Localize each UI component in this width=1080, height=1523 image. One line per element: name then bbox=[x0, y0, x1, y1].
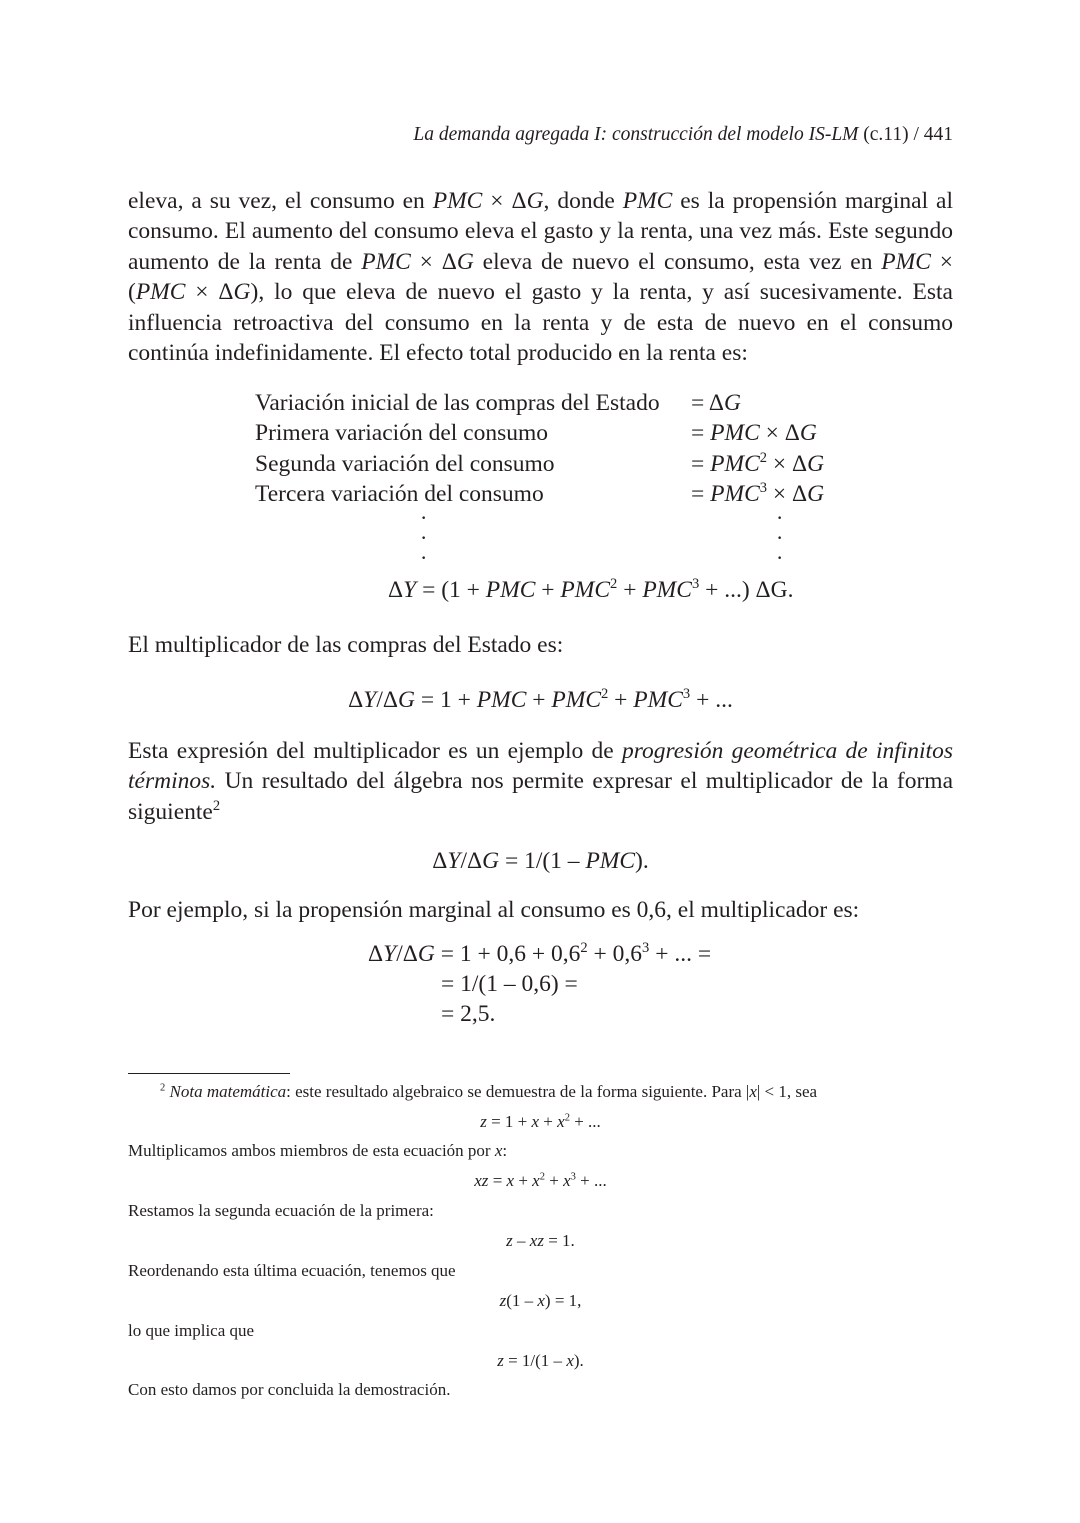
row-value bbox=[691, 479, 824, 509]
text-run: × Δ bbox=[410, 248, 457, 275]
superscript: 3 bbox=[682, 685, 691, 702]
italic-text: Y bbox=[383, 941, 397, 967]
italic-text: G bbox=[482, 848, 500, 874]
text-run: Δ bbox=[432, 848, 448, 874]
footnote-text: Reordenando esta última ecuación, tenemos que bbox=[128, 1261, 456, 1280]
text-run: /Δ bbox=[376, 687, 399, 713]
multiplier-closed-form bbox=[128, 846, 953, 876]
superscript: 2 bbox=[601, 685, 609, 702]
total-equation bbox=[388, 575, 794, 605]
header-page: (c.11) / 441 bbox=[858, 124, 953, 145]
superscript: 3 bbox=[642, 939, 650, 956]
text-run: × Δ bbox=[767, 481, 808, 507]
row-label: Tercera variación del consumo bbox=[255, 481, 544, 507]
italic-text: x bbox=[566, 1351, 574, 1370]
text-run: + bbox=[544, 1171, 564, 1190]
superscript: 2 bbox=[212, 797, 221, 814]
superscript: 3 bbox=[570, 1171, 576, 1183]
italic-text: x bbox=[563, 1171, 571, 1190]
text-run: = 2,5. bbox=[441, 1001, 496, 1027]
italic-text: x bbox=[494, 1141, 503, 1160]
text-run: ). bbox=[573, 1351, 584, 1370]
text-run: + ... = bbox=[649, 941, 712, 967]
text-run: + bbox=[617, 577, 643, 603]
italic-text: PMC bbox=[432, 188, 483, 214]
text-run: ). bbox=[635, 848, 649, 874]
italic-text: x bbox=[557, 1112, 565, 1131]
italic-text: G bbox=[233, 279, 251, 306]
row-label: Segunda variación del consumo bbox=[255, 451, 555, 477]
italic-text: x bbox=[532, 1171, 540, 1190]
footnote-eq1 bbox=[128, 1112, 953, 1132]
text-run: = 1/(1 – bbox=[503, 1351, 567, 1370]
text-run: = (1 + bbox=[416, 577, 486, 603]
text-run: Multiplicamos ambos miembros de esta ecuación por bbox=[128, 1141, 495, 1160]
example-line-3 bbox=[441, 999, 495, 1029]
italic-text: PMC bbox=[551, 687, 601, 713]
text-run: = bbox=[691, 481, 711, 507]
text-run: × Δ bbox=[185, 279, 234, 306]
row-value bbox=[691, 449, 824, 479]
text-run: eleva, a su vez, el consumo en bbox=[128, 188, 433, 214]
text-run: , donde bbox=[543, 188, 623, 214]
text-run: = bbox=[488, 1171, 507, 1190]
footnote-intro bbox=[160, 1082, 955, 1102]
italic-text: x bbox=[749, 1082, 757, 1101]
footnote-eq3 bbox=[128, 1231, 953, 1251]
text-run: = 1 + bbox=[486, 1112, 532, 1131]
ellipsis-dot: · bbox=[776, 505, 784, 530]
row-label: Primera variación del consumo bbox=[255, 420, 549, 446]
italic-text: G bbox=[526, 188, 544, 214]
example-line-1 bbox=[368, 939, 711, 969]
text-run: = bbox=[691, 451, 711, 477]
text-run: ), lo que eleva de nuevo el gasto y la renta, y así sucesivamente. Esta influencia retroactiva del consumo en la renta y de esta de nuevo en el consumo continúa indefinidamente. El efecto total producido en la renta es: bbox=[128, 279, 953, 367]
superscript: 2 bbox=[759, 449, 768, 466]
table-row bbox=[255, 388, 855, 418]
text-run: Un resultado del álgebra nos permite expresar el multiplicador de la forma siguiente bbox=[128, 768, 953, 825]
text-run: + ... bbox=[569, 1112, 601, 1131]
text-run: × Δ bbox=[759, 420, 800, 446]
italic-text: progresión geométrica de infinitos términos. bbox=[128, 738, 953, 795]
text-run: × Δ bbox=[767, 451, 808, 477]
text-run: + bbox=[539, 1112, 558, 1131]
italic-text: G bbox=[807, 481, 825, 507]
footnote-rule bbox=[128, 1073, 290, 1074]
italic-text: Y bbox=[403, 577, 417, 603]
footnote-eq5 bbox=[128, 1351, 953, 1371]
header-title: La demanda agregada I: construcción del modelo IS-LM bbox=[413, 124, 859, 145]
italic-text: Nota matemática bbox=[169, 1082, 287, 1101]
superscript: 2 bbox=[564, 1112, 570, 1124]
text-run: | < 1, sea bbox=[756, 1082, 818, 1101]
italic-text: z bbox=[497, 1351, 504, 1370]
paragraph-1 bbox=[128, 186, 953, 368]
italic-text: G bbox=[807, 451, 825, 477]
italic-text: PMC bbox=[585, 848, 636, 874]
text-run: = 1 + bbox=[415, 687, 477, 713]
text-run: + ... bbox=[575, 1171, 607, 1190]
text-run: + bbox=[514, 1171, 533, 1190]
paragraph-3 bbox=[128, 736, 953, 827]
text-run: /Δ bbox=[396, 941, 418, 967]
text-run: + 0,6 bbox=[587, 941, 643, 967]
text-run: Esta expresión del multiplicador es un ejemplo de bbox=[128, 738, 622, 764]
table-row bbox=[255, 418, 855, 448]
text-run: Δ bbox=[368, 941, 384, 967]
text-run: × Δ bbox=[482, 188, 527, 214]
superscript: 2 bbox=[160, 1082, 166, 1094]
italic-text: x bbox=[531, 1112, 540, 1131]
running-header bbox=[413, 124, 953, 146]
text-run: = 1. bbox=[543, 1231, 575, 1250]
text-run: + bbox=[608, 687, 634, 713]
italic-text: G bbox=[723, 390, 741, 416]
text-run: + ...) ΔG. bbox=[699, 577, 794, 603]
paragraph-4: Por ejemplo, si la propensión marginal al consumo es 0,6, el multiplicador es: bbox=[128, 897, 860, 923]
italic-text: PMC bbox=[622, 188, 673, 214]
italic-text: PMC bbox=[881, 248, 931, 275]
italic-text: x bbox=[537, 1291, 545, 1310]
italic-text: PMC bbox=[710, 481, 760, 507]
superscript: 3 bbox=[759, 479, 768, 496]
row-value bbox=[691, 388, 741, 418]
text-run: Δ bbox=[348, 687, 364, 713]
text-run: – bbox=[512, 1231, 530, 1250]
italic-text: Y bbox=[363, 687, 377, 713]
text-run: = Δ bbox=[691, 390, 724, 416]
multiplier-formula bbox=[128, 685, 953, 715]
italic-text: PMC bbox=[135, 279, 186, 306]
text-run: = bbox=[691, 420, 711, 446]
italic-text: PMC bbox=[633, 687, 683, 713]
italic-text: G bbox=[417, 941, 435, 967]
text-run: es la propensión marginal al consumo. El aumento del consumo eleva el gasto y la renta, una vez más. Este segundo aumento de la renta de bbox=[128, 188, 953, 275]
footnote-eq2 bbox=[128, 1171, 953, 1191]
footnote-text bbox=[128, 1141, 507, 1161]
ellipsis-dot: · bbox=[776, 525, 784, 550]
italic-text: xz bbox=[474, 1171, 489, 1190]
example-line-2 bbox=[441, 969, 578, 999]
footnote-eq4 bbox=[128, 1291, 953, 1311]
italic-text: xz bbox=[529, 1231, 544, 1250]
text-run: = 1/(1 – bbox=[499, 848, 586, 874]
text-run: : este resultado algebraico se demuestra de la forma siguiente. Para | bbox=[286, 1082, 750, 1101]
superscript: 2 bbox=[580, 939, 588, 956]
italic-text: PMC bbox=[642, 577, 692, 603]
paragraph-2: El multiplicador de las compras del Estado es: bbox=[128, 632, 564, 658]
italic-text: PMC bbox=[710, 451, 760, 477]
text-run: = 1/(1 – 0,6) = bbox=[441, 971, 578, 997]
table-row bbox=[255, 479, 855, 509]
italic-text: PMC bbox=[485, 577, 536, 603]
text-run: : bbox=[502, 1141, 508, 1160]
superscript: 2 bbox=[539, 1171, 545, 1183]
italic-text: G bbox=[456, 248, 474, 275]
text-run: Δ bbox=[388, 577, 404, 603]
italic-text: z bbox=[506, 1231, 513, 1250]
italic-text: PMC bbox=[476, 687, 527, 713]
italic-text: PMC bbox=[361, 248, 411, 275]
ellipsis-dot: · bbox=[420, 545, 428, 570]
text-run: (1 – bbox=[506, 1291, 538, 1310]
italic-text: Y bbox=[447, 848, 461, 874]
table-row bbox=[255, 449, 855, 479]
row-label: Variación inicial de las compras del Estado bbox=[255, 390, 660, 416]
italic-text: x bbox=[506, 1171, 515, 1190]
footnote-text: lo que implica que bbox=[128, 1321, 255, 1340]
footnote-text: Con esto damos por concluida la demostración. bbox=[128, 1380, 451, 1399]
footnote-text: Restamos la segunda ecuación de la primera: bbox=[128, 1201, 434, 1220]
text-run: + ... bbox=[690, 687, 733, 713]
superscript: 3 bbox=[691, 575, 700, 592]
italic-text: PMC bbox=[710, 420, 760, 446]
text-run: + bbox=[535, 577, 561, 603]
ellipsis-dot: · bbox=[776, 545, 784, 570]
italic-text: z bbox=[499, 1291, 507, 1310]
text-run: /Δ bbox=[460, 848, 483, 874]
row-value bbox=[691, 418, 817, 448]
italic-text: G bbox=[799, 420, 817, 446]
ellipsis-dot: · bbox=[420, 505, 428, 530]
text-run: eleva de nuevo el consumo, esta vez en bbox=[473, 248, 882, 275]
text-run: ) = 1, bbox=[544, 1291, 582, 1310]
text-run: = 1 + 0,6 + 0,6 bbox=[434, 941, 581, 967]
italic-text: z bbox=[480, 1112, 487, 1131]
superscript: 2 bbox=[610, 575, 618, 592]
italic-text: G bbox=[398, 687, 415, 713]
italic-text: PMC bbox=[560, 577, 611, 603]
ellipsis-dot: · bbox=[420, 525, 428, 550]
text-run: × ( bbox=[128, 248, 953, 306]
text-run: + bbox=[526, 687, 552, 713]
